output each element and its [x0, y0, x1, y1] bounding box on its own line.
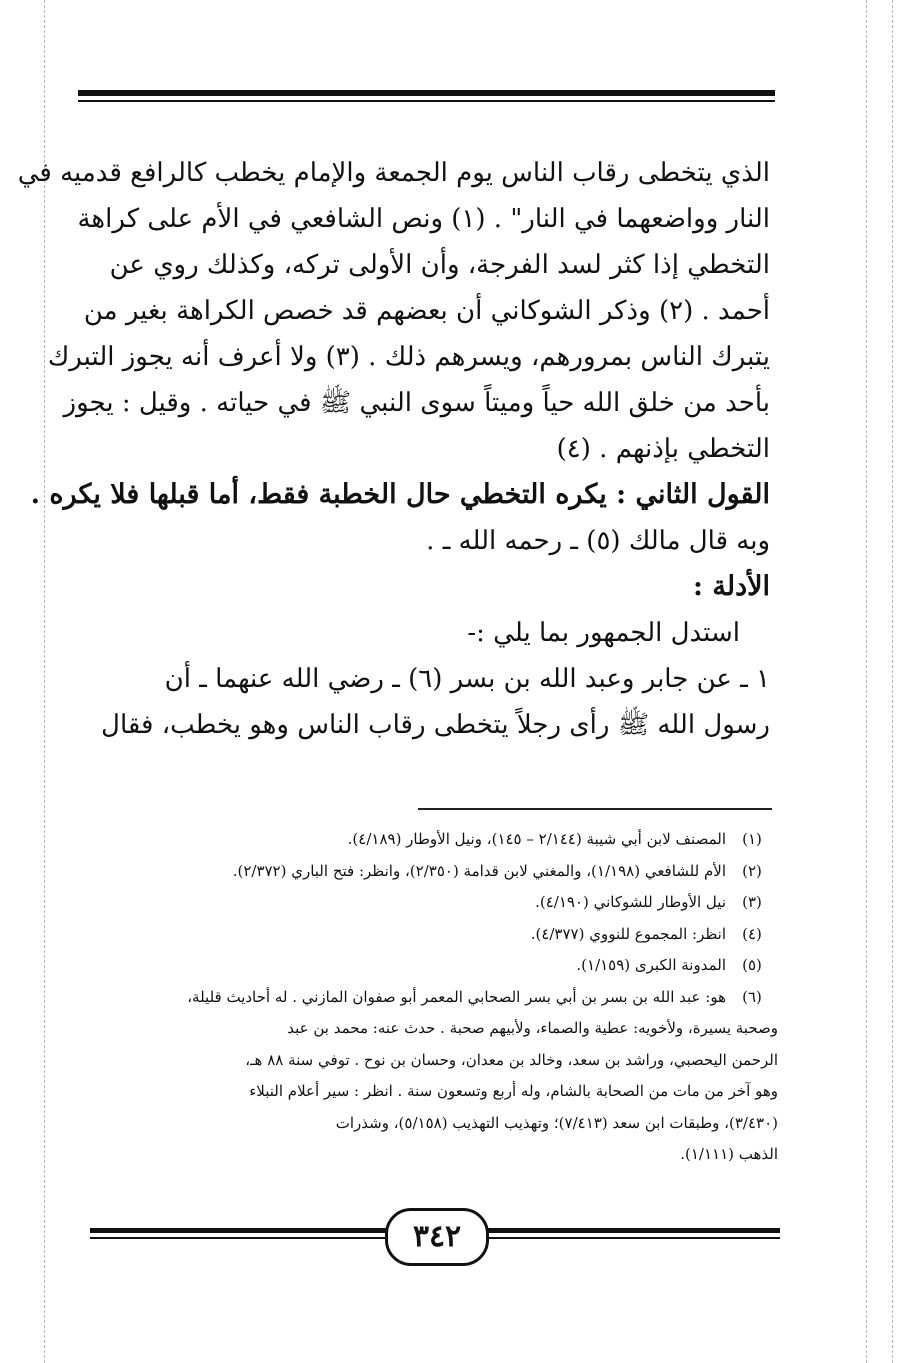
main-text [17, 150, 770, 748]
footnote-item [86, 950, 778, 982]
body-line: بأحد من خلق الله حياً وميتاً سوى النبي ﷺ في حياته . وقيل : يجوز [63, 388, 770, 418]
footnote-item [86, 919, 778, 951]
footnote-text: المدونة الكبرى (١/١٥٩). [576, 956, 726, 974]
footnote-continuation: (٣/٤٣٠)، وطبقات ابن سعد (٧/٤١٣)؛ وتهذيب التهذيب (٥/١٥٨)، وشذرات [335, 1113, 778, 1132]
body-line: أحمد . (٢) وذكر الشوكاني أن بعضهم قد خصص الكراهة بغير من [83, 296, 770, 326]
scan-margin-line [866, 0, 867, 1363]
header-rule-thin [78, 100, 775, 102]
body-line: التخطي إذا كثر لسد الفرجة، وأن الأولى تركه، وكذلك روي عن [109, 250, 770, 280]
footnotes [86, 824, 778, 1171]
footnote-item [86, 887, 778, 919]
footnote-number: (٤) [742, 924, 762, 943]
footnote-text: هو: عبد الله بن بسر بن أبي بسر الصحابي المعمر أبو صفوان المازني . له أحاديث قليلة، [187, 987, 726, 1006]
footnote-text: انظر: المجموع للنووي (٤/٣٧٧). [530, 924, 726, 943]
second-opinion-line: القول الثاني : يكره التخطي حال الخطبة فقط، أما قبلها فلا يكره . [30, 479, 770, 510]
evidence-line: رسول الله ﷺ رأى رجلاً يتخطى رقاب الناس وهو يخطب، فقال [101, 710, 770, 740]
footnote-continuation: الذهب (١/١١١). [680, 1145, 778, 1163]
scan-margin-line [44, 0, 45, 1363]
footnote-number: (٣) [742, 893, 762, 911]
body-line: النار وواضعهما في النار" . (١) ونص الشافعي في الأم على كراهة [77, 204, 770, 234]
scan-margin-line [892, 0, 893, 1363]
footnote-separator [418, 808, 772, 810]
footnote-number: (٦) [742, 987, 762, 1006]
page-number: ٣٤٢ [385, 1208, 489, 1266]
second-opinion-line: وبه قال مالك (٥) ـ رحمه الله ـ . [426, 526, 770, 556]
evidence-heading: الأدلة : [693, 571, 770, 602]
body-line: الذي يتخطى رقاب الناس يوم الجمعة والإمام يخطب كالرافع قدميه في [17, 158, 770, 188]
footnote-number: (١) [742, 830, 762, 848]
footnote-item [86, 856, 778, 888]
evidence-line: ١ ـ عن جابر وعبد الله بن بسر (٦) ـ رضي الله عنهما ـ أن [164, 664, 770, 694]
body-line: يتبرك الناس بمرورهم، ويسرهم ذلك . (٣) ولا أعرف أنه يجوز التبرك [47, 342, 770, 372]
footnote-item [86, 982, 778, 1014]
footnote-continuation: وصحبة يسيرة، ولأخويه: عطية والصماء، ولأبيهم صحبة . حدث عنه: محمد بن عبد [287, 1019, 778, 1037]
body-line: التخطي بإذنهم . (٤) [556, 434, 770, 464]
header-rule-thick [78, 90, 775, 96]
evidence-intro: استدل الجمهور بما يلي :- [467, 618, 740, 648]
footnote-text: نيل الأوطار للشوكاني (٤/١٩٠). [535, 893, 726, 911]
footnote-continuation: الرحمن اليحصبي، وراشد بن سعد، وخالد بن معدان، وحسان بن نوح . توفي سنة ٨٨ هـ، [245, 1050, 778, 1069]
footnote-item [86, 824, 778, 856]
footnote-number: (٢) [742, 861, 762, 880]
footnote-text: المصنف لابن أبي شيبة (٢/١٤٤ – ١٤٥)، ونيل الأوطار (٤/١٨٩). [347, 830, 726, 848]
footnote-text: الأم للشافعي (١/١٩٨)، والمغني لابن قدامة (٢/٣٥٠)، وانظر: فتح الباري (٢/٣٧٢). [232, 861, 726, 880]
footnote-number: (٥) [742, 956, 762, 974]
footnote-continuation: وهو آخر من مات من الصحابة بالشام، وله أربع وتسعون سنة . انظر : سير أعلام النبلاء [249, 1082, 778, 1100]
